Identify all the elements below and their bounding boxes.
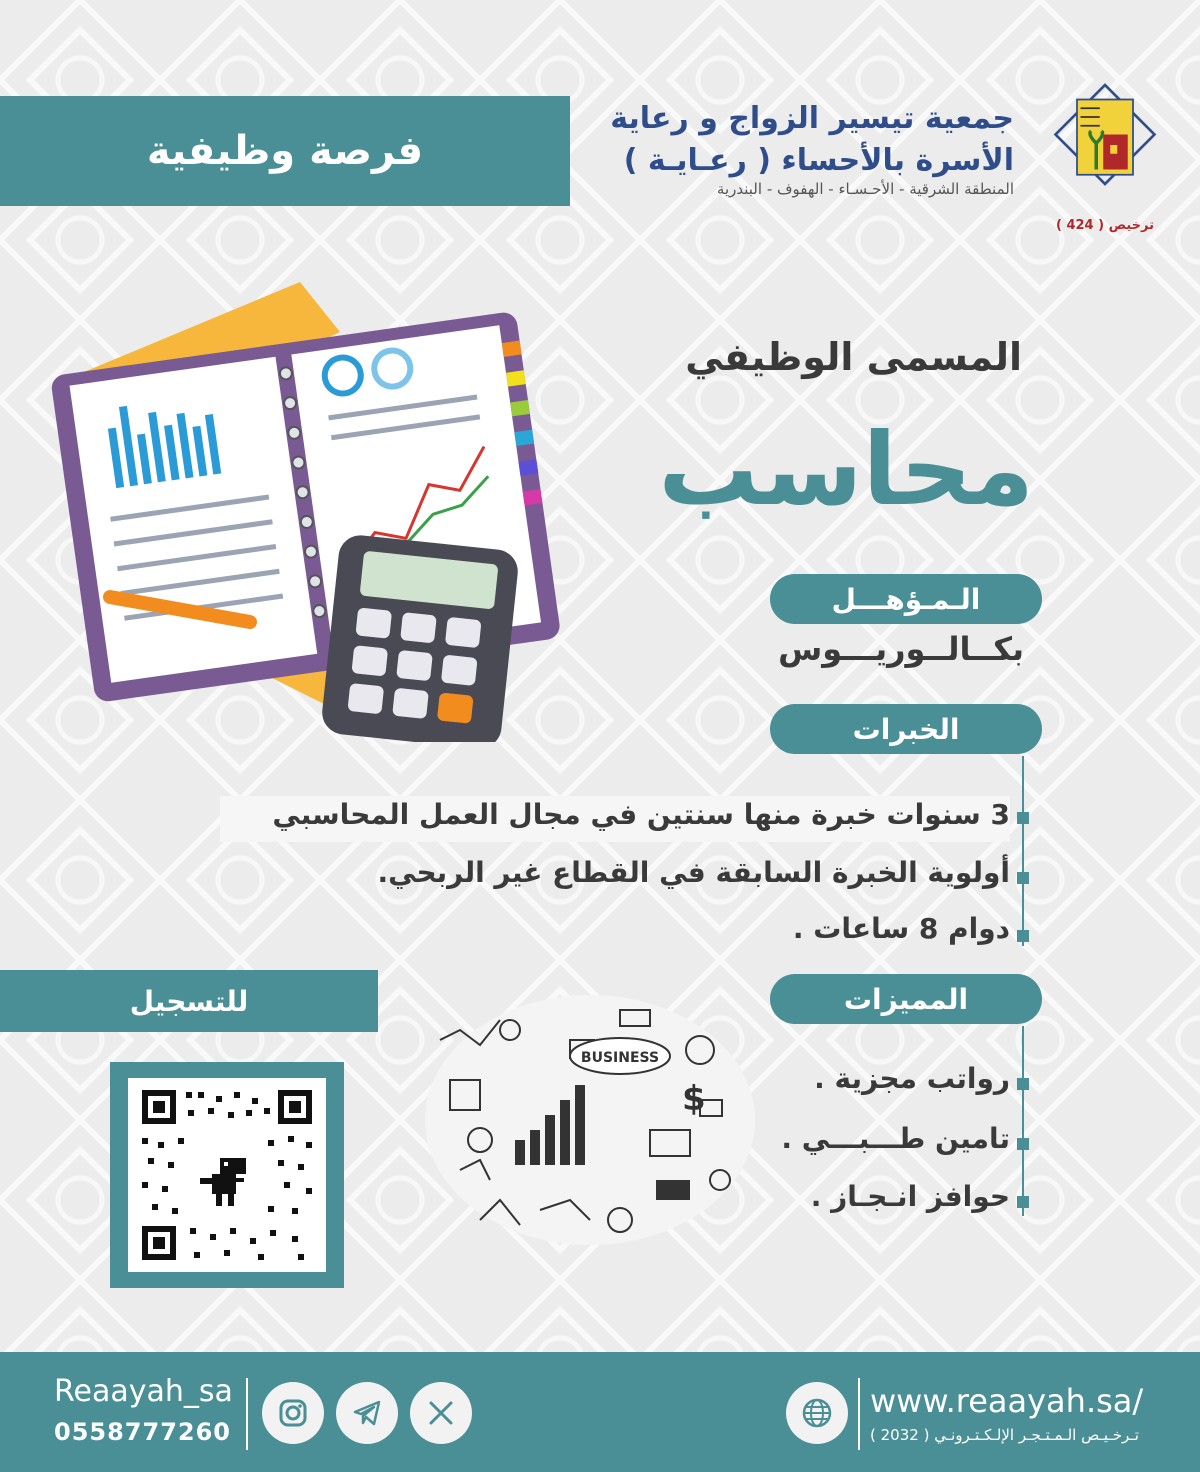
telegram-icon [352, 1398, 382, 1428]
laptop-icon [656, 1180, 690, 1200]
globe-icon [801, 1397, 833, 1429]
qr-code-frame [110, 1062, 344, 1288]
benefit-item: حوافز انـجـاز . [810, 1180, 1010, 1213]
job-title-label: المسمى الوظيفي [685, 335, 1022, 379]
qualification-heading [770, 574, 1042, 624]
qualification-value: بكــالــوريـــوس [778, 630, 1024, 668]
benefits-bullet [1017, 1078, 1029, 1090]
dollar-icon: $ [682, 1079, 706, 1119]
business-label: BUSINESS [580, 1050, 660, 1066]
benefits-bullet [1017, 1138, 1029, 1150]
experience-bullet [1017, 930, 1029, 942]
registration-banner [0, 970, 378, 1032]
footer-divider [246, 1378, 248, 1450]
benefits-heading [770, 974, 1042, 1024]
registration-label: للتسجيل [129, 984, 249, 1018]
website-link[interactable]: www.reaayah.sa/ [870, 1382, 1144, 1420]
x-icon [427, 1399, 455, 1427]
license-number: ترخيص ( 424 ) [1056, 218, 1154, 233]
experience-item: أولوية الخبرة السابقة في القطاع غير الربحي. [377, 856, 1010, 889]
experience-item: 3 سنوات خبرة منها سنتين في مجال العمل المحاسبي [272, 798, 1010, 831]
qualification-heading-text: الـمـؤهـــل [831, 582, 981, 616]
benefit-item: تامين طـــبـــي . [781, 1122, 1010, 1155]
x-button[interactable] [410, 1382, 472, 1444]
telegram-button[interactable] [336, 1382, 398, 1444]
business-doodle-illustration [420, 990, 760, 1250]
accounting-illustration [50, 262, 560, 742]
experience-vertical-line [1022, 756, 1024, 946]
experience-heading-text: الخبرات [852, 712, 960, 746]
website-globe-button[interactable] [786, 1382, 848, 1444]
benefit-item: رواتب مجزية . [814, 1062, 1010, 1095]
experience-bullet [1017, 872, 1029, 884]
organization-logo [1045, 82, 1165, 222]
store-license: تـرخـيـص الـمـتـجـر الإلـكـتـرونـي ( 2032 ) [870, 1426, 1139, 1444]
organization-name [494, 98, 1014, 182]
dinosaur-icon [200, 1158, 246, 1206]
job-opportunity-banner [0, 96, 570, 206]
organization-name-line2: الأسرة بالأحساء ( رعـايـة ) [623, 143, 1014, 178]
phone-number[interactable]: 0558777260 [54, 1418, 231, 1446]
qr-code[interactable] [128, 1078, 326, 1272]
footer-bar [0, 1352, 1200, 1472]
organization-region: المنطقة الشرقية - الأحـسـاء - الهفوف - البندرية [716, 180, 1014, 198]
experience-item: دوام 8 ساعات . [792, 912, 1010, 945]
footer-divider [858, 1378, 860, 1450]
instagram-button[interactable] [262, 1382, 324, 1444]
benefits-heading-text: المميزات [843, 982, 969, 1016]
experience-heading [770, 704, 1042, 754]
social-handle[interactable]: Reaayah_sa [54, 1374, 233, 1409]
benefits-bullet [1017, 1196, 1029, 1208]
experience-bullet [1017, 812, 1029, 824]
job-opportunity-label: فرصة وظيفية [146, 128, 424, 174]
calculator-icon [320, 533, 520, 742]
organization-name-line1: جمعية تيسير الزواج و رعاية [610, 101, 1014, 136]
benefits-vertical-line [1022, 1026, 1024, 1216]
instagram-icon [278, 1398, 308, 1428]
job-title-value: محاسب [658, 411, 1034, 528]
